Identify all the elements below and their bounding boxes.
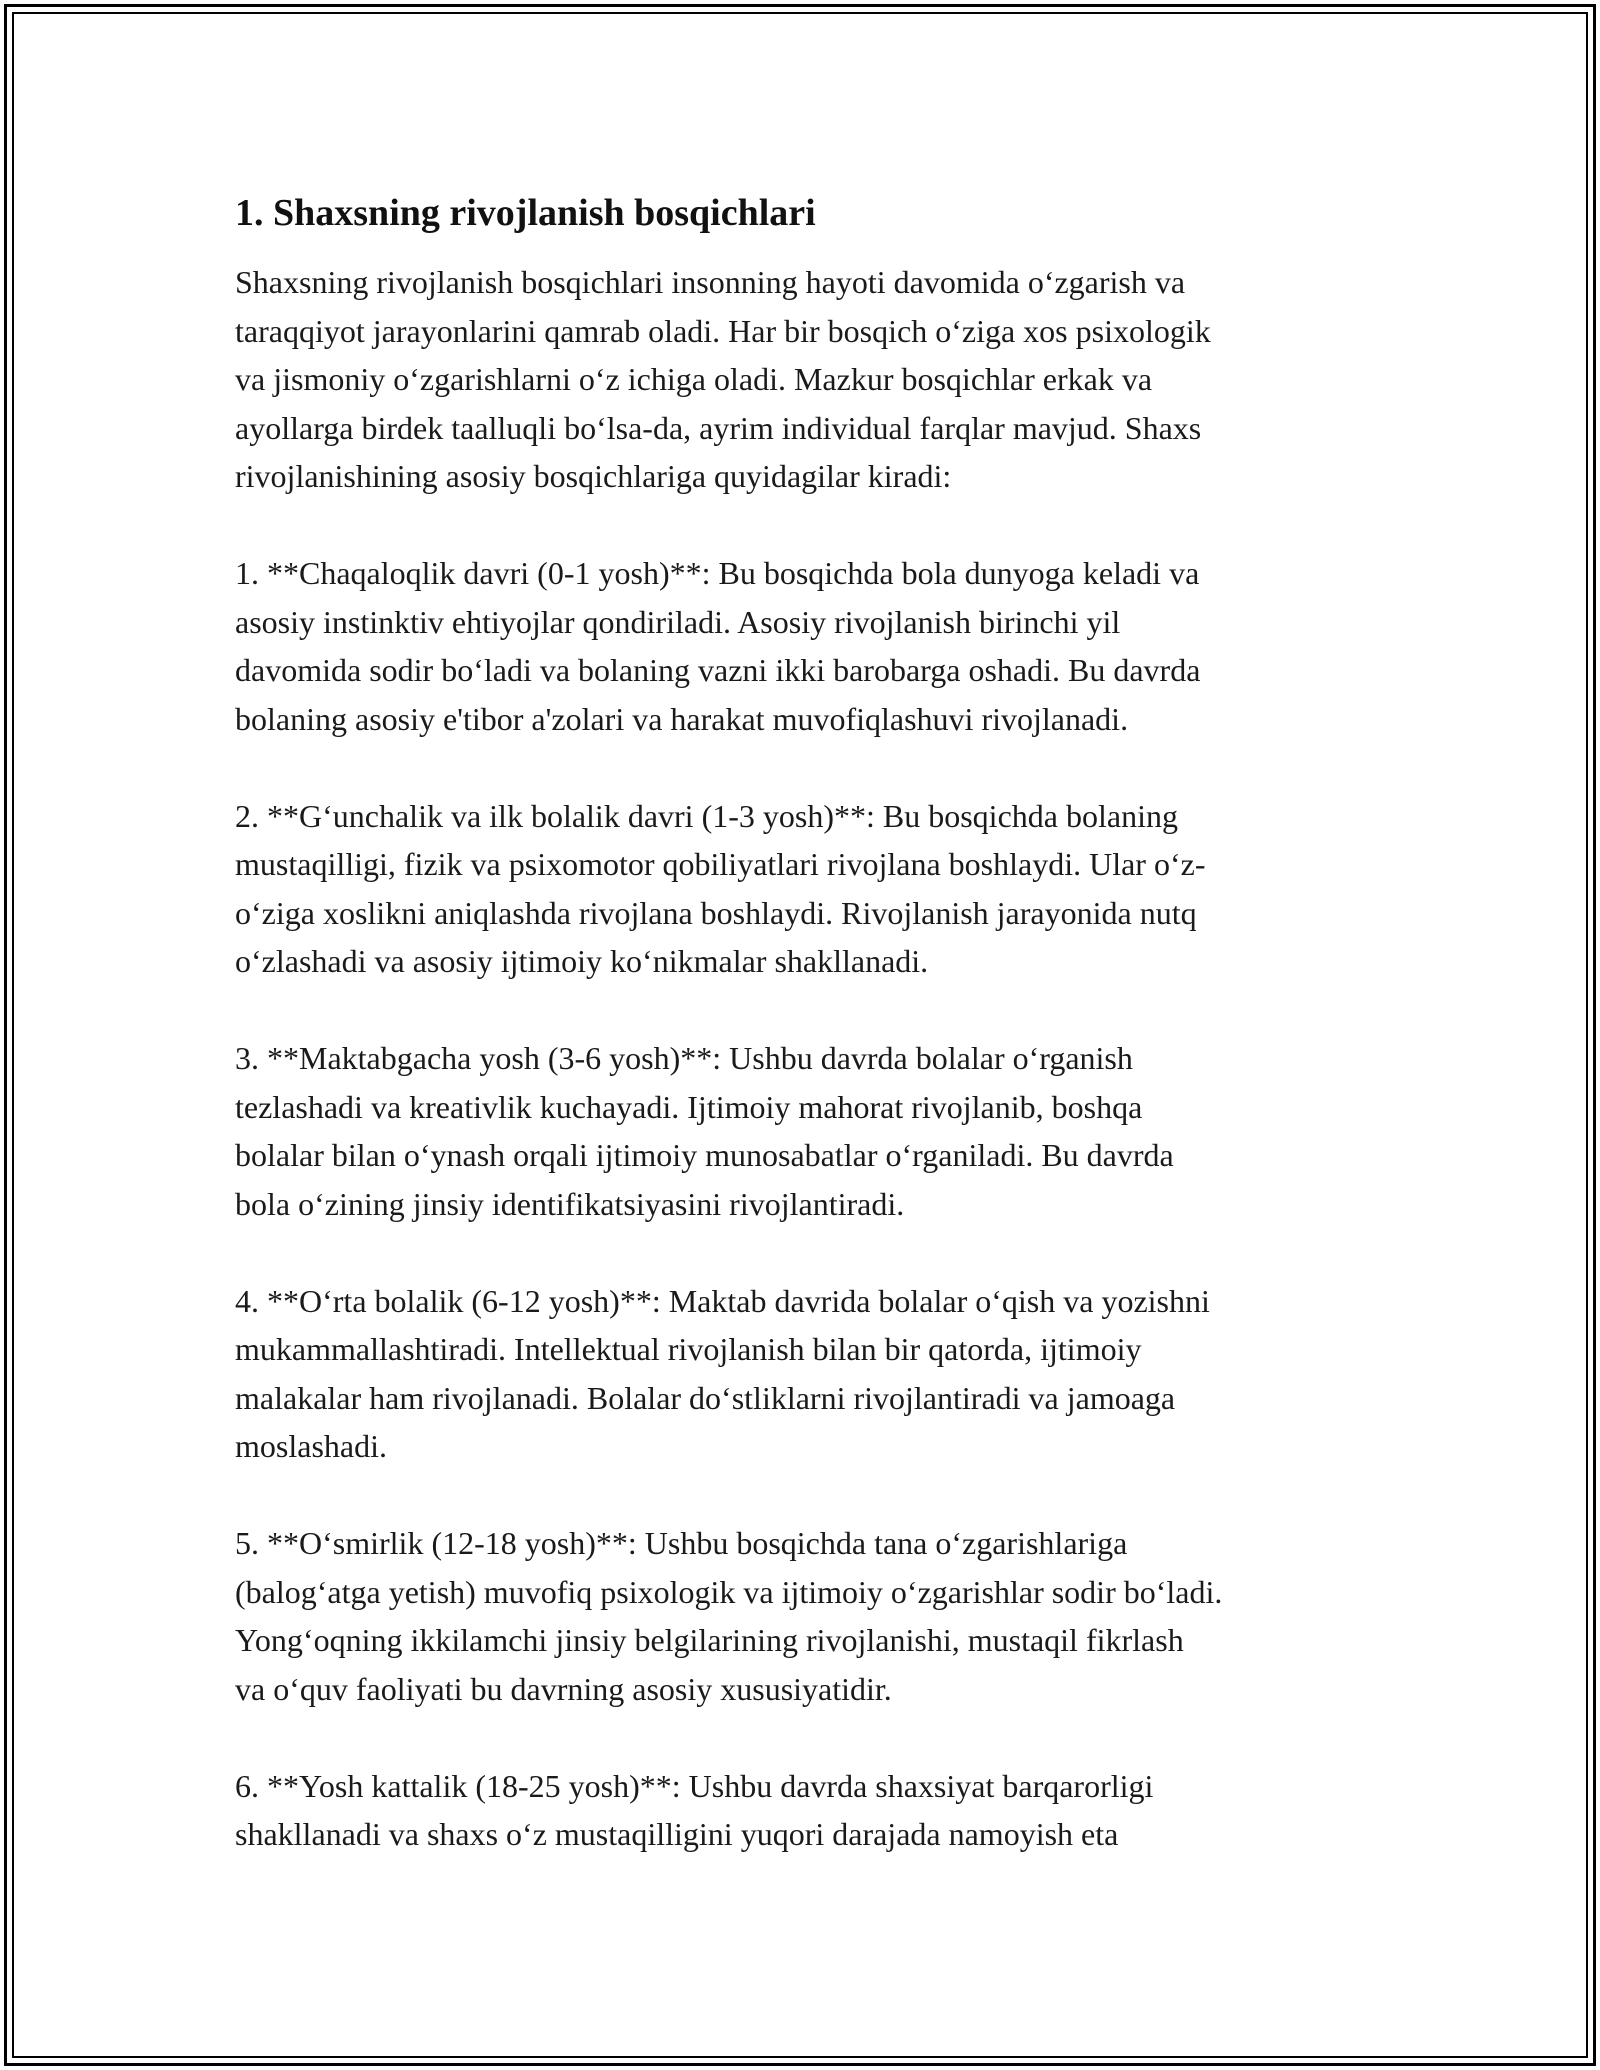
text-line: 4. **O‘rta bolalik (6-12 yosh)**: Maktab davrida bolalar o‘qish va yozishni	[235, 1282, 1210, 1319]
text-line: 5. **O‘smirlik (12-18 yosh)**: Ushbu bosqichda tana o‘zgarishlariga	[235, 1525, 1128, 1561]
text-line: va o‘quv faoliyati bu davrning asosiy xususiyatidir.	[235, 1670, 892, 1707]
text-line: 1. **Chaqaloqlik davri (0-1 yosh)**: Bu bosqichda bola dunyoga keladi va	[235, 555, 1200, 591]
text-line: Shaxsning rivojlanish bosqichlari insonning hayoti davomida o‘zgarish va	[235, 264, 1186, 300]
text-line: bola o‘zining jinsiy identifikatsiyasini rivojlantiradi.	[235, 1185, 905, 1222]
text-line: bolalar bilan o‘ynash orqali ijtimoiy munosabatlar o‘rganiladi. Bu davrda	[235, 1137, 1174, 1173]
stage-paragraph-6	[235, 1762, 1385, 1859]
text-line: shakllanadi va shaxs o‘z mustaqilligini yuqori darajada namoyish eta	[235, 1816, 1119, 1852]
document-body	[235, 188, 1385, 1907]
stage-paragraph-1	[235, 549, 1385, 743]
text-line: mustaqilligi, fizik va psixomotor qobiliyatlari rivojlana boshlaydi. Ular o‘z-	[235, 846, 1206, 882]
text-line: malakalar ham rivojlanadi. Bolalar do‘stliklarni rivojlantiradi va jamoaga	[235, 1379, 1176, 1416]
text-line: bolaning asosiy e'tibor a'zolari va harakat muvofiqlashuvi rivojlanadi.	[235, 700, 1129, 737]
text-line: taraqqiyot jarayonlarini qamrab oladi. Har bir bosqich o‘ziga xos psixologik	[235, 312, 1211, 349]
text-line: o‘zlashadi va asosiy ijtimoiy ko‘nikmalar shakllanadi.	[235, 943, 929, 979]
stage-paragraph-5	[235, 1519, 1385, 1713]
text-line: 6. **Yosh kattalik (18-25 yosh)**: Ushbu davrda shaxsiyat barqarorligi	[235, 1767, 1154, 1804]
text-line: davomida sodir bo‘ladi va bolaning vazni ikki barobarga oshadi. Bu davrda	[235, 652, 1201, 688]
stage-paragraph-3	[235, 1034, 1385, 1228]
text-line: mukammallashtiradi. Intellektual rivojlanish bilan bir qatorda, ijtimoiy	[235, 1331, 1142, 1367]
text-line: rivojlanishining asosiy bosqichlariga quyidagilar kiradi:	[235, 458, 952, 494]
text-line: Yong‘oqning ikkilamchi jinsiy belgilarining rivojlanishi, mustaqil fikrlash	[235, 1622, 1184, 1658]
stage-paragraph-4	[235, 1277, 1385, 1471]
document-title: 1. Shaxsning rivojlanish bosqichlari	[235, 192, 816, 234]
text-line: va jismoniy o‘zgarishlarni o‘z ichiga oladi. Mazkur bosqichlar erkak va	[235, 361, 1153, 397]
text-line: ayollarga birdek taalluqli bo‘lsa-da, ayrim individual farqlar mavjud. Shaxs	[235, 409, 1202, 446]
text-line: asosiy instinktiv ehtiyojlar qondiriladi. Asosiy rivojlanish birinchi yil	[235, 603, 1121, 640]
text-line: 3. **Maktabgacha yosh (3-6 yosh)**: Ushbu davrda bolalar o‘rganish	[235, 1040, 1133, 1076]
text-line: moslashadi.	[235, 1428, 387, 1464]
text-line: tezlashadi va kreativlik kuchayadi. Ijtimoiy mahorat rivojlanib, boshqa	[235, 1088, 1143, 1125]
text-line: o‘ziga xoslikni aniqlashda rivojlana boshlaydi. Rivojlanish jarayonida nutq	[235, 894, 1197, 931]
stage-paragraph-2	[235, 792, 1385, 986]
text-line: 2. **G‘unchalik va ilk bolalik davri (1-3 yosh)**: Bu bosqichda bolaning	[235, 797, 1178, 834]
intro-paragraph	[235, 258, 1385, 501]
text-line: (balog‘atga yetish) muvofiq psixologik va ijtimoiy o‘zgarishlar sodir bo‘ladi.	[235, 1573, 1223, 1610]
